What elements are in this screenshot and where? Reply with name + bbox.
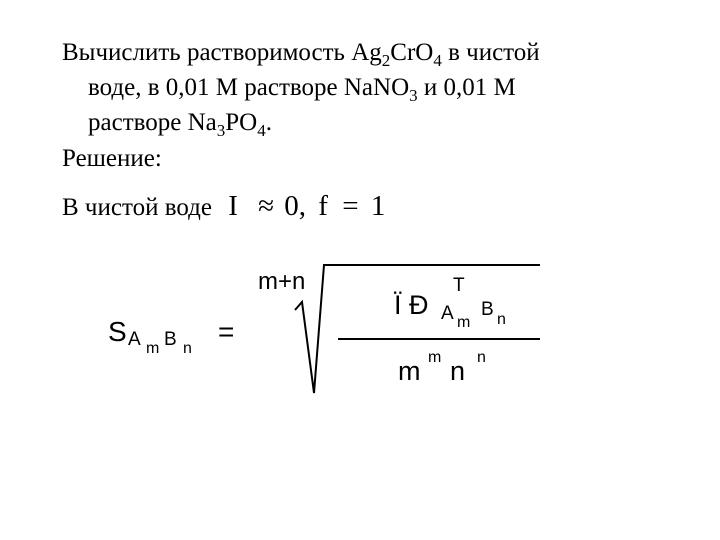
subscript: 4 xyxy=(257,121,266,140)
formula-sub-n: n xyxy=(183,340,192,357)
formula-sub-A: A xyxy=(128,329,141,350)
problem-text: воде, в 0,01 М растворе NaNO xyxy=(88,74,410,101)
numerator-sup-T: T xyxy=(453,275,465,296)
numerator-sub-B: B xyxy=(481,299,494,320)
numerator-sub-n: n xyxy=(497,311,506,328)
condition-text: В чистой воде xyxy=(62,194,212,221)
denominator-n-exponent: n xyxy=(477,349,486,366)
formula-equals: = xyxy=(218,316,235,347)
ionic-strength-symbol: I xyxy=(228,190,238,222)
activity-coefficient-symbol: f xyxy=(318,190,328,222)
formula-S: S xyxy=(108,316,127,347)
numerator-sub-A: A xyxy=(441,303,454,324)
denominator-m-exponent: m xyxy=(428,349,442,366)
numerator-solubility-product: Ï Ð xyxy=(394,290,429,320)
formula-sub-B: B xyxy=(164,329,177,350)
approx-symbol: ≈ xyxy=(258,190,275,222)
one-value: 1 xyxy=(370,190,386,222)
subscript: 3 xyxy=(409,86,418,105)
root-index: m+n xyxy=(258,268,306,295)
problem-text: растворе Na xyxy=(88,109,217,136)
denominator-m: m xyxy=(398,356,421,386)
problem-text: и 0,01 М xyxy=(417,74,516,101)
subscript: 3 xyxy=(216,121,226,140)
problem-text: . xyxy=(265,109,272,136)
problem-text: Вычислить растворимость Ag xyxy=(62,39,382,66)
numerator-sub-m: m xyxy=(457,314,471,331)
problem-text: PO xyxy=(225,109,258,136)
problem-text: CrO xyxy=(390,39,434,66)
subscript: 2 xyxy=(381,51,391,70)
zero-value: 0, xyxy=(284,190,307,222)
solution-label: Решение: xyxy=(62,145,162,172)
denominator-n: n xyxy=(450,356,466,386)
equals-symbol: = xyxy=(342,190,359,222)
formula-sub-m: m xyxy=(146,340,160,357)
problem-text: в чистой xyxy=(441,39,540,66)
subscript: 4 xyxy=(433,51,442,70)
